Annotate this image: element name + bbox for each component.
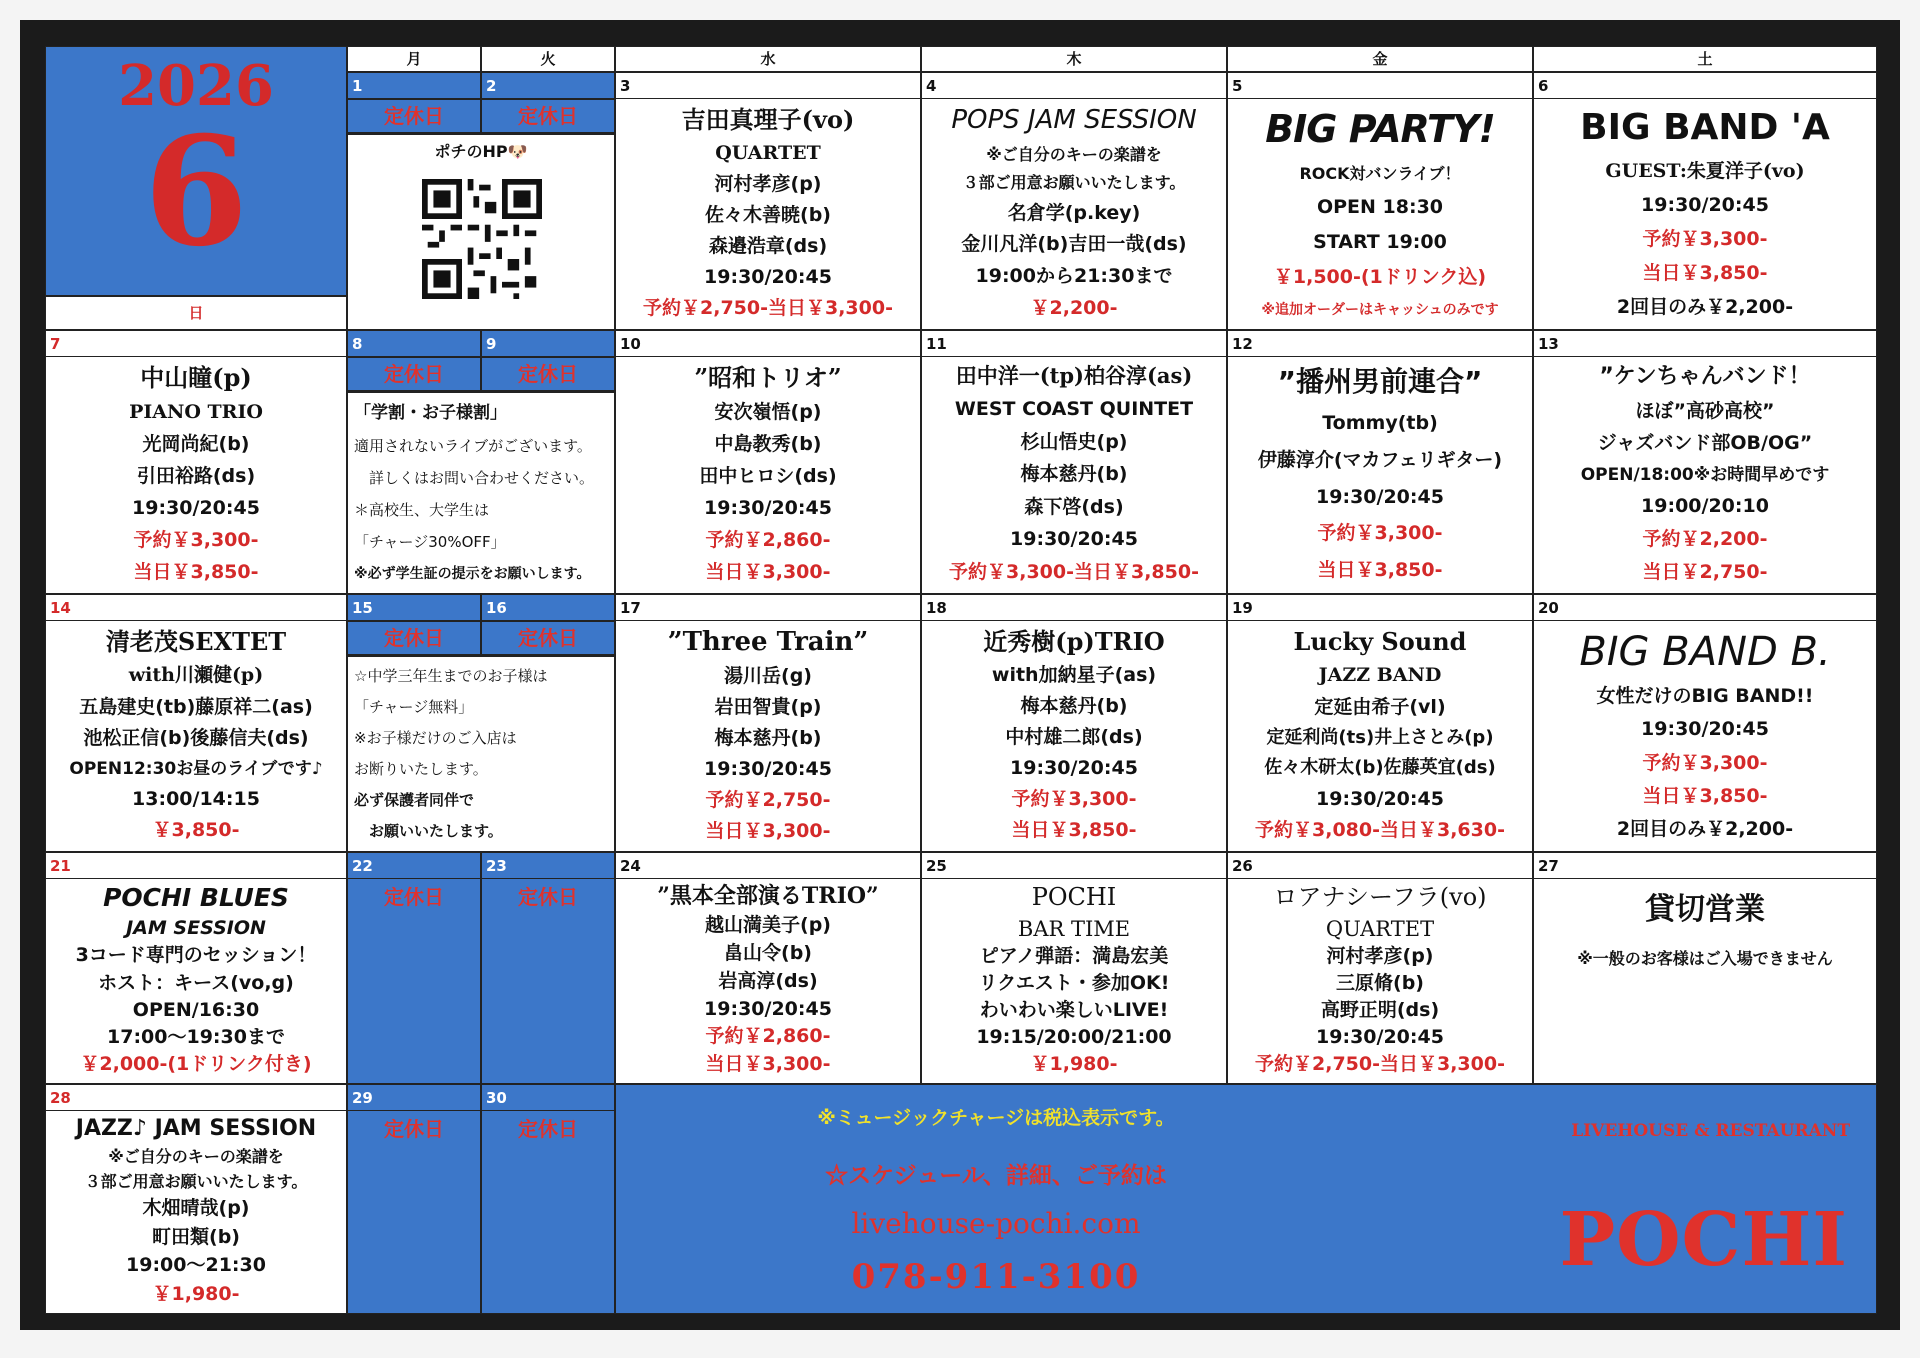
price: 予約￥3,300- [1642, 227, 1768, 250]
website-link[interactable]: livehouse-pochi.com [851, 1207, 1141, 1240]
event-subtitle: 女性だけのBIG BAND!! [1596, 685, 1814, 708]
price: ￥3,850- [152, 819, 240, 842]
event-title: ”昭和トリオ” [694, 363, 842, 393]
showtime: 19:30/20:45 [1010, 757, 1138, 780]
price: 当日￥2,750- [1642, 560, 1768, 583]
day-number: 7 [46, 331, 346, 357]
day-11 [921, 330, 1227, 594]
day-number: 2 [482, 73, 614, 99]
performer: 安次嶺悟(p) [714, 400, 822, 423]
price: 当日￥3,850- [1011, 819, 1137, 842]
event-title: POPS JAM SESSION [951, 104, 1197, 135]
note: わいわい楽しいLIVE! [979, 999, 1169, 1022]
showtime: 19:30/20:45 [1316, 787, 1444, 810]
closed-label: 定休日 [384, 1117, 444, 1141]
event-subtitle: JAZZ BAND [1318, 664, 1442, 687]
note: ※一般のお客様はご入場できません [1577, 948, 1833, 968]
guest: GUEST:朱夏洋子(vo) [1605, 159, 1805, 182]
note-line: 必ず保護者同伴で [354, 790, 475, 809]
day-number: 3 [616, 73, 920, 99]
day-25 [921, 852, 1227, 1084]
note-line: お願いいたします。 [354, 821, 503, 840]
event-title: ロアナシーフラ(vo) [1273, 882, 1487, 911]
day-10 [615, 330, 921, 594]
price: 当日￥3,300- [705, 561, 831, 584]
event-title: 吉田真理子(vo) [681, 104, 855, 134]
day-number: 24 [616, 853, 920, 879]
qr-title: ポチのHP🐶 [434, 142, 528, 161]
day-number: 11 [922, 331, 1226, 357]
note-line: ※必ず学生証の提示をお願いします。 [354, 565, 591, 582]
day-number: 23 [482, 853, 614, 879]
closed-label: 定休日 [384, 885, 444, 909]
price: ￥2,000-(1ドリンク付き) [80, 1053, 312, 1076]
event-subtitle: BAR TIME [1017, 916, 1131, 941]
day-2 [481, 72, 615, 134]
day-number: 30 [482, 1085, 614, 1111]
price: 予約￥2,750-当日￥3,300- [1255, 1053, 1505, 1076]
day-23 [481, 852, 615, 1084]
day-1 [347, 72, 481, 134]
day-number: 15 [348, 595, 480, 621]
event-subtitle: WEST COAST QUINTET [954, 398, 1194, 421]
qr-code-icon[interactable] [422, 179, 542, 299]
day-13 [1533, 330, 1877, 594]
day-6 [1533, 72, 1877, 330]
event-title: Lucky Sound [1293, 626, 1467, 656]
open-time: OPEN12:30お昼のライブです♪ [69, 758, 323, 779]
performer: 湯川岳(g) [724, 665, 812, 688]
day-number: 26 [1228, 853, 1532, 879]
performer: 三原脩(b) [1336, 972, 1424, 995]
event-title: BIG BAND B. [1579, 628, 1831, 675]
showtime: 19:30/20:45 [704, 266, 832, 289]
day-26 [1227, 852, 1533, 1084]
day-28 [45, 1084, 347, 1314]
day-number: 13 [1534, 331, 1876, 357]
sunday-header: 日 [45, 296, 347, 330]
day-7 [45, 330, 347, 594]
price: 予約￥3,300- [1317, 522, 1443, 545]
performer: 森邉浩章(ds) [708, 235, 828, 258]
event-title: 近秀樹(p)TRIO [983, 626, 1165, 656]
day-number: 14 [46, 595, 346, 621]
closed-label: 定休日 [481, 99, 615, 133]
price: 予約￥2,750-当日￥3,300- [643, 297, 893, 320]
day-3 [615, 72, 921, 330]
showtime: 19:30/20:45 [1316, 1026, 1444, 1049]
schedule-note: ☆スケジュール、詳細、ご予約は [825, 1162, 1167, 1189]
day-number: 6 [1534, 73, 1876, 99]
year-label: 2026 [118, 53, 274, 119]
price: 予約￥3,300-当日￥3,850- [949, 560, 1199, 583]
note-line: 「学割・お子様割」 [354, 403, 507, 424]
open-time: OPEN/18:00※お時間早めです [1580, 464, 1830, 485]
header-mon: 月 [347, 46, 481, 72]
performer: 河村孝彦(p) [714, 172, 822, 195]
showtime: 19:30/20:45 [1010, 528, 1138, 551]
price-note: 2回目のみ￥2,200- [1616, 818, 1794, 841]
day-number: 22 [348, 853, 480, 879]
price: ￥1,980- [152, 1282, 240, 1305]
performer: 森下啓(ds) [1024, 495, 1124, 518]
note: ※ご自分のキーの楽譜を [986, 144, 1162, 164]
price: 当日￥3,850- [133, 561, 259, 584]
note-line: 「チャージ30%OFF」 [354, 532, 506, 551]
performer: 定延利尚(ts)井上さとみ(p) [1266, 727, 1494, 749]
performer: ピアノ弾語：満島宏美 [979, 944, 1169, 967]
performer: 梅本慈丹(b) [1020, 463, 1128, 486]
price: 予約￥3,300- [1011, 788, 1137, 811]
showtime: 17:00～19:30まで [107, 1026, 285, 1049]
day-21 [45, 852, 347, 1084]
showtime: 19:30/20:45 [1641, 718, 1769, 741]
day-number: 16 [482, 595, 614, 621]
host: ホスト：キース(vo,g) [98, 971, 294, 994]
header-fri: 金 [1227, 46, 1533, 72]
event-title: 中山瞳(p) [140, 363, 252, 393]
note-line: 適用されないライブがございます。 [354, 437, 592, 456]
performer: 金川凡洋(b)吉田一哉(ds) [961, 233, 1187, 256]
performer: 畠山令(b) [724, 941, 812, 964]
day-12 [1227, 330, 1533, 594]
closed-label: 定休日 [518, 885, 578, 909]
performer: 梅本慈丹(b) [1020, 694, 1128, 717]
children-note-panel [347, 656, 615, 852]
day-number: 19 [1228, 595, 1532, 621]
day-14 [45, 594, 347, 852]
tagline: LIVEHOUSE & RESTAURANT [1571, 1121, 1850, 1141]
price: 予約￥2,860- [705, 529, 831, 551]
day-number: 8 [348, 331, 480, 357]
day-number: 25 [922, 853, 1226, 879]
note-line: 「チャージ無料」 [354, 697, 474, 716]
note-line: お断りいたします。 [354, 759, 488, 778]
day-22 [347, 852, 481, 1084]
note-line: ☆中学三年生までのお子様は [354, 666, 548, 685]
performer: 光岡尚紀(b) [142, 432, 250, 455]
header-wed: 水 [615, 46, 921, 72]
header-sat: 土 [1533, 46, 1877, 72]
event-subtitle: ほぼ”高砂高校” [1635, 399, 1775, 422]
showtime: 19:30/20:45 [704, 997, 832, 1020]
note: ROCK対バンライブ！ [1299, 163, 1461, 183]
event-title: ”播州男前連合” [1277, 365, 1483, 399]
discount-note-panel [347, 392, 615, 594]
event-subtitle: PIANO TRIO [129, 400, 263, 423]
day-number: 27 [1534, 853, 1876, 879]
day-30 [481, 1084, 615, 1314]
event-title: POCHI BLUES [103, 882, 289, 912]
phone-number[interactable]: 078-911-3100 [851, 1257, 1141, 1297]
closed-label: 定休日 [518, 1117, 578, 1141]
note-line: 詳しくはお問い合わせください。 [354, 469, 595, 488]
performer: 越山満美子(p) [705, 914, 831, 937]
info-panel [615, 1084, 1877, 1314]
note-line: ※お子様だけのご入店は [354, 728, 517, 747]
day-18 [921, 594, 1227, 852]
tax-note: ※ミュージックチャージは税込表示です。 [817, 1107, 1175, 1129]
showtime: 13:00/14:15 [132, 787, 260, 810]
note: 3コード専門のセッション！ [75, 944, 317, 967]
price: 当日￥3,850- [1642, 261, 1768, 284]
performer: 梅本慈丹(b) [714, 727, 822, 750]
performer: Tommy(tb) [1322, 412, 1438, 435]
performer: 佐々木善暁(b) [705, 203, 831, 226]
event-subtitle: QUARTET [1325, 916, 1435, 941]
day-8 [347, 330, 481, 392]
price: 当日￥3,850- [1642, 785, 1768, 808]
price: 予約￥2,750- [705, 788, 831, 811]
event-title: 田中洋一(tp)柏谷淳(as) [955, 363, 1193, 389]
day-number: 1 [348, 73, 480, 99]
day-number: 18 [922, 595, 1226, 621]
closed-label: 定休日 [347, 99, 481, 133]
performer: 中島教秀(b) [714, 432, 822, 455]
event-subtitle: JAM SESSION [126, 916, 266, 939]
day-number: 9 [482, 331, 614, 357]
price: 予約￥2,860- [705, 1025, 831, 1048]
performer: 中村雄二郎(ds) [1005, 725, 1143, 748]
performer: 池松正信(b)後藤信夫(ds) [83, 727, 309, 750]
performer: 定延由希子(vl) [1314, 695, 1446, 718]
performer: 町田類(b) [152, 1225, 240, 1248]
showtime: 19:00から21:30まで [975, 265, 1173, 288]
pochi-logo: POCHI [1559, 1197, 1848, 1283]
price: 予約￥3,300- [133, 529, 259, 551]
event-subtitle: QUARTET [715, 141, 821, 164]
showtime: 19:30/20:45 [1316, 485, 1444, 508]
event-subtitle: ジャズバンド部OB/OG” [1597, 432, 1813, 455]
event-subtitle: with川瀬健(p) [128, 664, 264, 687]
day-number: 17 [616, 595, 920, 621]
price: ￥1,980- [1030, 1053, 1118, 1076]
open-time: OPEN/16:30 [132, 998, 260, 1021]
day-number: 21 [46, 853, 346, 879]
day-4 [921, 72, 1227, 330]
note: リクエスト・参加OK! [978, 972, 1170, 995]
event-title: ”黒本全部演るTRIO” [657, 882, 879, 909]
event-title: 清老茂SEXTET [105, 626, 287, 656]
performer: 伊藤淳介(マカフェリギター) [1257, 448, 1503, 471]
price: 予約￥3,080-当日￥3,630- [1255, 819, 1505, 842]
event-title: 貸切営業 [1645, 892, 1765, 927]
price: ￥1,500-(1ドリンク込) [1273, 265, 1487, 288]
note: ※追加オーダーはキャッシュのみです [1261, 302, 1499, 319]
header-tue: 火 [481, 46, 615, 72]
showtime: 19:00～21:30 [126, 1254, 266, 1277]
price: ￥2,200- [1030, 297, 1118, 320]
day-15 [347, 594, 481, 656]
performer: 引田裕路(ds) [136, 464, 256, 487]
day-24 [615, 852, 921, 1084]
closed-label: 定休日 [481, 621, 615, 655]
day-20 [1533, 594, 1877, 852]
showtime: 19:30/20:45 [704, 757, 832, 780]
event-title: JAZZ♪ JAM SESSION [75, 1116, 317, 1142]
price: 当日￥3,850- [1317, 558, 1443, 581]
showtime: 19:30/20:45 [704, 496, 832, 519]
closed-label: 定休日 [347, 357, 481, 391]
price-note: 2回目のみ￥2,200- [1616, 295, 1794, 318]
open-time: OPEN 18:30 [1316, 195, 1444, 218]
price: 予約￥2,200- [1642, 528, 1768, 551]
day-27 [1533, 852, 1877, 1084]
performer: 岩田智貴(p) [714, 696, 822, 719]
day-9 [481, 330, 615, 392]
month-label: 6 [143, 104, 249, 280]
performer: 岩高淳(ds) [718, 969, 818, 992]
showtime: 19:00/20:10 [1641, 495, 1769, 518]
day-5 [1227, 72, 1533, 330]
day-number: 28 [46, 1085, 346, 1111]
showtime: 19:30/20:45 [132, 496, 260, 519]
start-time: START 19:00 [1313, 230, 1447, 253]
note: ※ご自分のキーの楽譜を [108, 1147, 284, 1167]
performer: 木畑晴哉(p) [142, 1197, 250, 1220]
price: 当日￥3,300- [705, 1053, 831, 1076]
day-number: 4 [922, 73, 1226, 99]
day-17 [615, 594, 921, 852]
day-16 [481, 594, 615, 656]
performer: 名倉学(p.key) [1007, 201, 1141, 224]
month-block [45, 46, 347, 296]
day-number: 12 [1228, 331, 1532, 357]
header-thu: 木 [921, 46, 1227, 72]
day-number: 20 [1534, 595, 1876, 621]
event-title: ”Three Train” [667, 626, 869, 657]
note: ３部ご用意お願いいたします。 [962, 173, 1186, 193]
performer: 五島建史(tb)藤原祥二(as) [79, 695, 313, 718]
showtime: 19:30/20:45 [1641, 193, 1769, 216]
performer: 河村孝彦(p) [1326, 944, 1434, 967]
day-29 [347, 1084, 481, 1314]
day-number: 10 [616, 331, 920, 357]
day-number: 29 [348, 1085, 480, 1111]
price: 当日￥3,300- [705, 819, 831, 842]
event-subtitle: with加納星子(as) [991, 663, 1157, 686]
performer: 佐々木研太(b)佐藤英宜(ds) [1264, 757, 1496, 779]
closed-label: 定休日 [481, 357, 615, 391]
note-line: ＊高校生、大学生は [354, 500, 490, 519]
event-title: ”ケンちゃんバンド！ [1599, 364, 1811, 390]
price: 予約￥3,300- [1642, 751, 1768, 774]
performer: 高野正明(ds) [1320, 999, 1440, 1022]
calendar [45, 46, 1877, 1314]
day-19 [1227, 594, 1533, 852]
event-title: POCHI [1031, 882, 1117, 911]
qr-panel [347, 134, 615, 330]
event-title: BIG BAND 'A [1580, 107, 1830, 149]
performer: 田中ヒロシ(ds) [699, 464, 837, 487]
showtime: 19:15/20:00/21:00 [976, 1026, 1172, 1049]
event-title: BIG PARTY! [1265, 106, 1495, 151]
note: ３部ご用意お願いいたします。 [84, 1172, 308, 1192]
closed-label: 定休日 [347, 621, 481, 655]
day-number: 5 [1228, 73, 1532, 99]
performer: 杉山悟史(p) [1020, 430, 1128, 453]
